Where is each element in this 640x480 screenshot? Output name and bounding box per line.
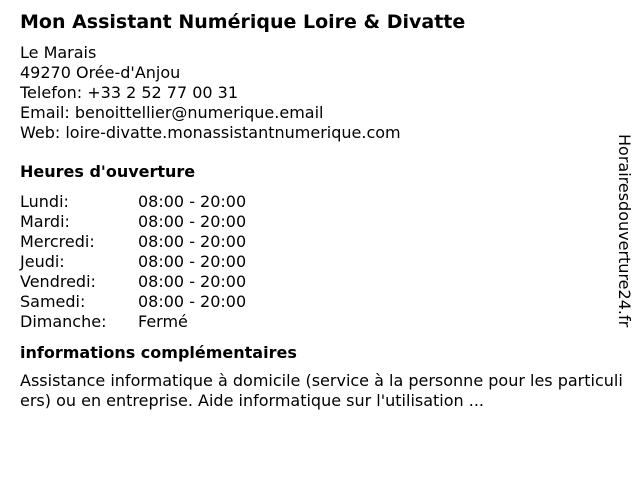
hours-time: 08:00 - 20:00 — [138, 292, 247, 311]
hours-row-sunday — [20, 312, 610, 332]
hours-time: 08:00 - 20:00 — [138, 192, 247, 211]
hours-time: 08:00 - 20:00 — [138, 252, 247, 271]
hours-day: Lundi: — [20, 192, 69, 211]
info-description: Assistance informatique à domicile (service à la personne pour les particuliers) ou en entreprise. Aide informatique sur l'utilisation ... — [20, 371, 623, 410]
hours-day: Mardi: — [20, 212, 70, 231]
hours-row-wednesday — [20, 232, 610, 252]
hours-time: 08:00 - 20:00 — [138, 232, 247, 251]
hours-row-thursday — [20, 252, 610, 272]
brand-watermark: Horairesdouverture24.fr — [615, 134, 634, 328]
hours-row-friday — [20, 272, 610, 292]
hours-row-saturday — [20, 292, 610, 312]
phone-line: Telefon: +33 2 52 77 00 31 — [20, 83, 239, 102]
hours-day: Jeudi: — [20, 252, 65, 271]
contact-block — [20, 43, 610, 143]
hours-day: Samedi: — [20, 292, 86, 311]
hours-day: Mercredi: — [20, 232, 95, 251]
hours-heading: Heures d'ouverture — [20, 162, 196, 181]
business-card — [20, 10, 623, 411]
info-heading: informations complémentaires — [20, 343, 297, 362]
hours-time: 08:00 - 20:00 — [138, 272, 247, 291]
street-address: Le Marais — [20, 43, 97, 62]
hours-day: Vendredi: — [20, 272, 96, 291]
web-line: Web: loire-divatte.monassistantnumerique.com — [20, 123, 401, 142]
email-line: Email: benoittellier@numerique.email — [20, 103, 324, 122]
hours-row-monday — [20, 192, 610, 212]
city-line: 49270 Orée-d'Anjou — [20, 63, 181, 82]
hours-row-tuesday — [20, 212, 610, 232]
hours-time: Fermé — [138, 312, 188, 331]
hours-table — [20, 192, 610, 332]
business-name: Mon Assistant Numérique Loire & Divatte — [20, 11, 466, 33]
hours-time: 08:00 - 20:00 — [138, 212, 247, 231]
hours-day: Dimanche: — [20, 312, 107, 331]
